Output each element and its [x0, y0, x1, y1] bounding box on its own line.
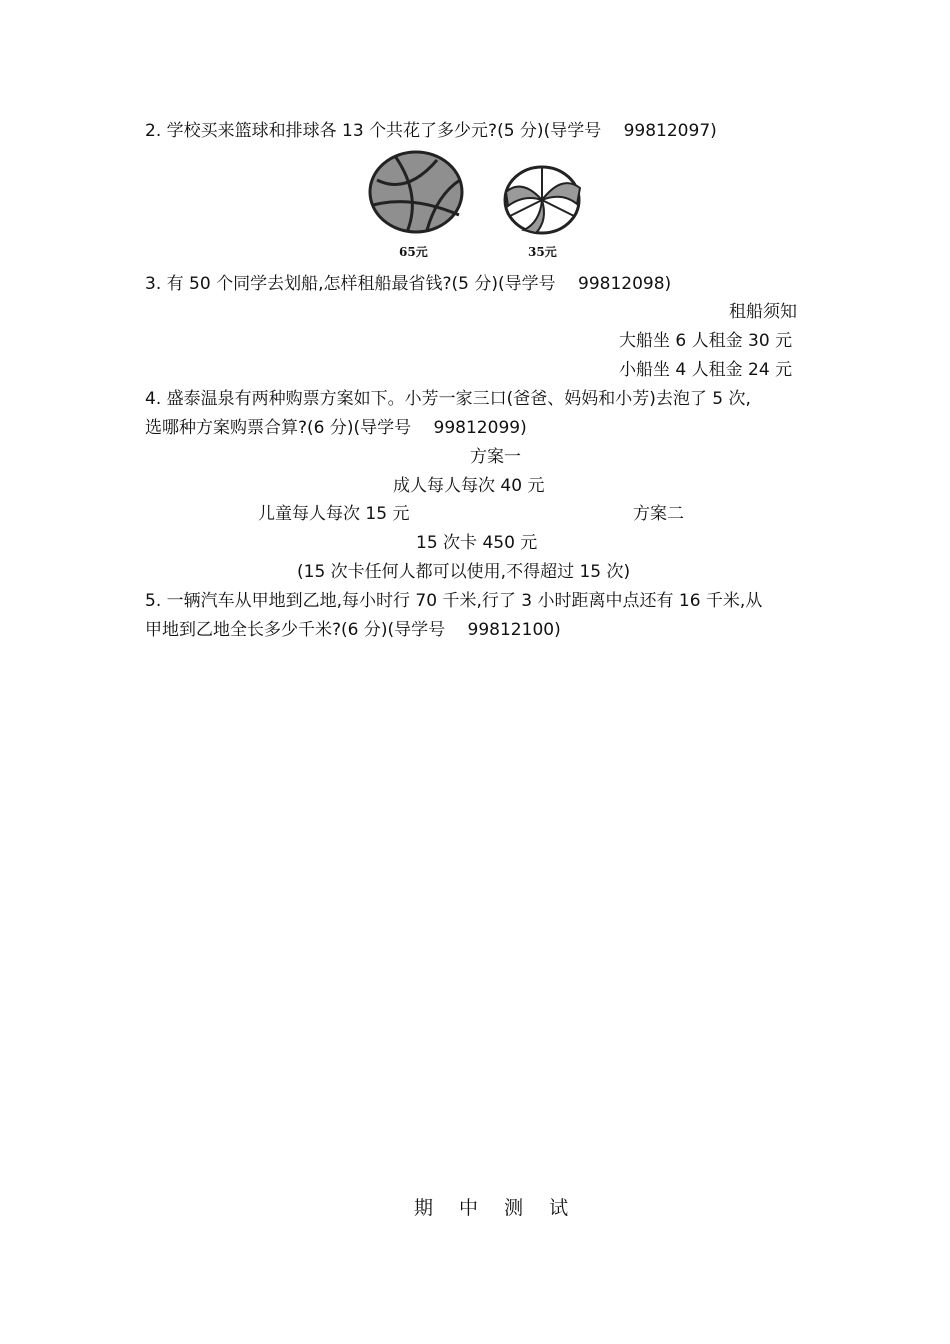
q5-line1: 5. 一辆汽车从甲地到乙地,每小时行 70 千米,行了 3 小时距离中点还有 16 千米,从 [145, 591, 763, 611]
q5-line2: 甲地到乙地全长多少千米?(6 分)(导学号 99812100) [145, 620, 561, 640]
q4-line1: 4. 盛泰温泉有两种购票方案如下。小芳一家三口(爸爸、妈妈和小芳)去泡了 5 次, [145, 389, 751, 409]
q4-plan1-title: 方案一 [470, 447, 521, 467]
q2-text: 2. 学校买来篮球和排球各 13 个共花了多少元?(5 分)(导学号 99812097) [145, 121, 717, 141]
volleyball-icon [502, 164, 582, 240]
q3-small-boat: 小船坐 4 人租金 24 元 [619, 360, 793, 380]
q3-big-boat: 大船坐 6 人租金 30 元 [619, 331, 793, 351]
q3-text: 3. 有 50 个同学去划船,怎样租船最省钱?(5 分)(导学号 99812098) [145, 274, 672, 294]
q4-plan1-child: 儿童每人每次 15 元 [258, 504, 410, 524]
q4-plan2-note: (15 次卡任何人都可以使用,不得超过 15 次) [297, 562, 631, 582]
basketball-price: 65元 [399, 245, 428, 259]
q4-line2: 选哪种方案购票合算?(6 分)(导学号 99812099) [145, 418, 527, 438]
q4-plan2-card: 15 次卡 450 元 [416, 533, 538, 553]
page-footer: 期 中 测 试 [414, 1197, 579, 1219]
volleyball-price: 35元 [528, 245, 557, 259]
q4-plan1-adult: 成人每人每次 40 元 [393, 476, 545, 496]
q3-notice-title: 租船须知 [729, 302, 797, 322]
basketball-icon [367, 150, 465, 238]
q4-plan2-title: 方案二 [633, 504, 684, 524]
